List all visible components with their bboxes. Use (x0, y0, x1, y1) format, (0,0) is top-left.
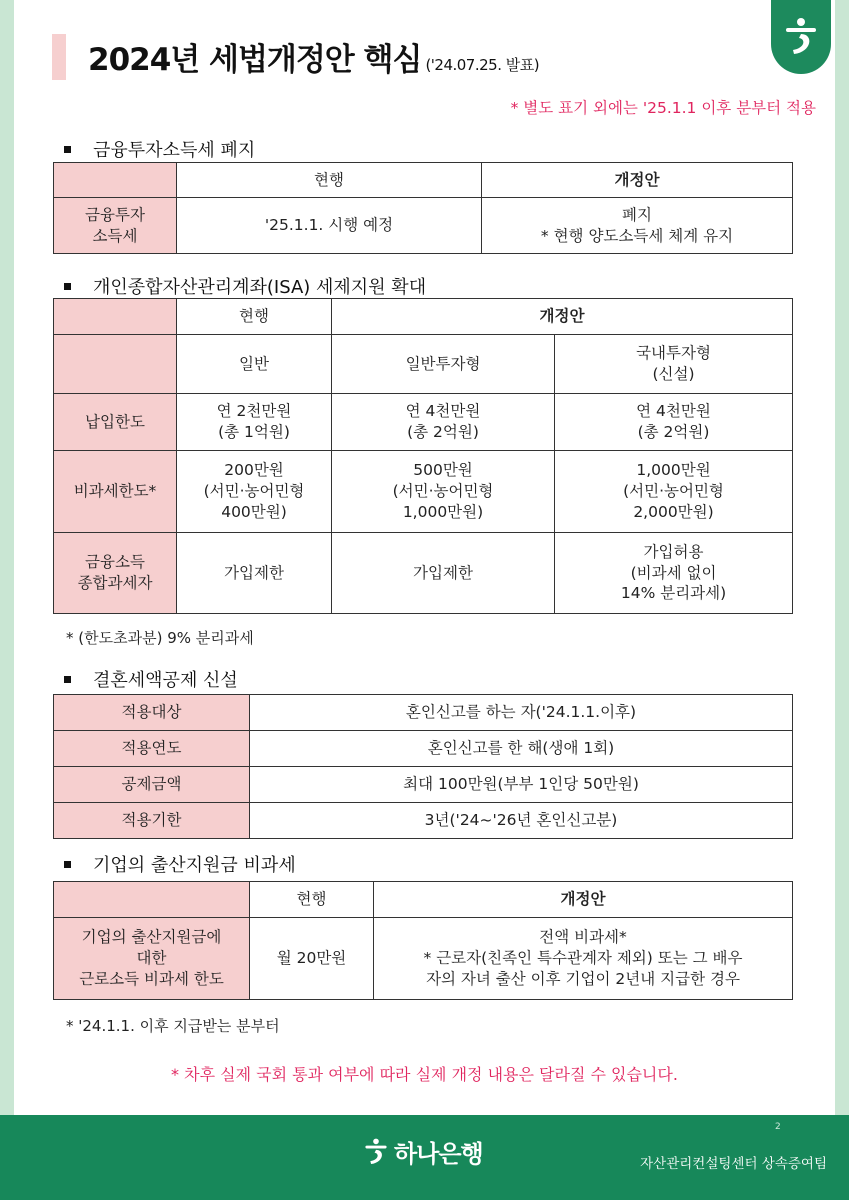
corner-cell (54, 299, 177, 335)
childbirth-footnote: * '24.1.1. 이후 지급받는 분부터 (66, 1017, 280, 1035)
row-label: 비과세한도* (54, 451, 177, 533)
proposal-cell: 전액 비과세* * 근로자(친족인 특수관계자 제외) 또는 그 배우 자의 자녀 출산 이후 기업이 2년내 지급한 경우 (374, 918, 793, 1000)
table-cell: 200만원 (서민·농어민형 400만원) (177, 451, 332, 533)
isa-footnote: * (한도초과분) 9% 분리과세 (66, 629, 254, 647)
table-cell: 최대 100만원(부부 1인당 50만원) (250, 767, 793, 803)
table-cell: 가입허용 (비과세 없이 14% 분리과세) (555, 533, 793, 614)
section3-title: 결혼세액공제 신설 (93, 670, 238, 691)
proposal-cell: 폐지 * 현행 양도소득세 체계 유지 (482, 198, 793, 254)
section3-heading (64, 666, 238, 692)
row-label: 금융투자 소득세 (54, 198, 177, 254)
corner-cell (54, 335, 177, 394)
department-name: 자산관리컨설팅센터 상속증여팀 (640, 1156, 827, 1172)
marriage-credit-table (53, 694, 793, 839)
section4-heading (64, 851, 296, 877)
bullet-icon (64, 676, 71, 683)
table-cell: 연 4천만원 (총 2억원) (555, 394, 793, 451)
hana-brand-icon (364, 1137, 388, 1167)
right-border (835, 0, 849, 1115)
disclaimer: * 차후 실제 국회 통과 여부에 따라 실제 개정 내용은 달라질 수 있습니다. (171, 1065, 678, 1084)
head-proposal: 개정안 (374, 882, 793, 918)
section4-title: 기업의 출산지원금 비과세 (93, 855, 296, 876)
current-cell: 월 20만원 (250, 918, 374, 1000)
row-label: 금융소득 종합과세자 (54, 533, 177, 614)
type-general: 일반 (177, 335, 332, 394)
corner-cell (54, 163, 177, 198)
childbirth-support-table (53, 881, 793, 1000)
table-cell: 연 4천만원 (총 2억원) (332, 394, 555, 451)
head-current: 현행 (177, 299, 332, 335)
head-proposal: 개정안 (482, 163, 793, 198)
left-border (0, 0, 14, 1115)
isa-table (53, 298, 793, 614)
table-cell: 가입제한 (177, 533, 332, 614)
row-label: 적용대상 (54, 695, 250, 731)
table-cell: 3년('24~'26년 혼인신고분) (250, 803, 793, 839)
section2-title: 개인종합자산관리계좌(ISA) 세제지원 확대 (93, 277, 427, 298)
head-current: 현행 (250, 882, 374, 918)
table-cell: 혼인신고를 한 해(생애 1회) (250, 731, 793, 767)
row-label: 공제금액 (54, 767, 250, 803)
row-label: 적용연도 (54, 731, 250, 767)
bullet-icon (64, 283, 71, 290)
current-cell: '25.1.1. 시행 예정 (177, 198, 482, 254)
type-domestic-investment: 국내투자형 (신설) (555, 335, 793, 394)
apply-note: * 별도 표기 외에는 '25.1.1 이후 분부터 적용 (510, 99, 816, 117)
head-proposal: 개정안 (332, 299, 793, 335)
section1-title: 금융투자소득세 폐지 (93, 140, 256, 161)
table-cell: 연 2천만원 (총 1억원) (177, 394, 332, 451)
financial-investment-tax-table (53, 162, 793, 254)
table-cell: 가입제한 (332, 533, 555, 614)
row-label: 납입한도 (54, 394, 177, 451)
hana-logo (771, 0, 831, 74)
footer-brand (364, 1134, 483, 1169)
row-label: 적용기한 (54, 803, 250, 839)
brand-name: 하나은행 (394, 1140, 483, 1168)
page-title (88, 34, 539, 79)
table-cell: 혼인신고를 하는 자('24.1.1.이후) (250, 695, 793, 731)
table-cell: 1,000만원 (서민·농어민형 2,000만원) (555, 451, 793, 533)
title-accent-bar (52, 34, 66, 80)
row-label: 기업의 출산지원금에 대한 근로소득 비과세 한도 (54, 918, 250, 1000)
section2-heading (64, 273, 426, 299)
announce-date: ('24.07.25. 발표) (425, 56, 540, 74)
page-number: 2 (775, 1122, 781, 1132)
section1-heading (64, 136, 255, 162)
bullet-icon (64, 146, 71, 153)
title-text: 2024년 세법개정안 핵심 (88, 42, 422, 78)
table-cell: 500만원 (서민·농어민형 1,000만원) (332, 451, 555, 533)
corner-cell (54, 882, 250, 918)
type-general-investment: 일반투자형 (332, 335, 555, 394)
hana-logo-icon (784, 16, 818, 58)
head-current: 현행 (177, 163, 482, 198)
bullet-icon (64, 861, 71, 868)
